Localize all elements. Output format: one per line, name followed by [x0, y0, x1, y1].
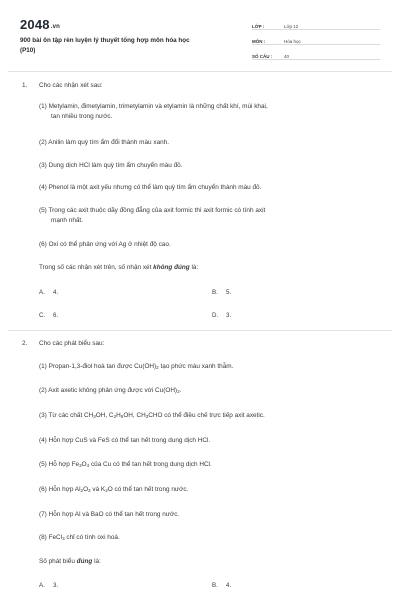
statement-text: O [83, 486, 89, 493]
statement-text: OH, C [95, 412, 114, 419]
subscript: 2 [80, 488, 84, 494]
question-number: 1. [22, 82, 28, 89]
ask-text: Trong số các nhận xét trên, số nhận xét [39, 264, 154, 271]
q1-option-a[interactable] [39, 289, 58, 296]
q2-option-b[interactable] [212, 582, 231, 589]
q2-statement-3 [39, 411, 379, 422]
q1-statement-2: (2) Anilin làm quỳ tím ẩm đổi thành màu xanh. [39, 139, 170, 146]
statement-text: và K [90, 486, 106, 493]
q2-statement-1 [39, 362, 379, 373]
header-divider [8, 71, 392, 72]
question-number: 2. [22, 340, 28, 347]
q1-option-c[interactable] [39, 312, 58, 319]
q1-statement-3: (3) Dung dịch HCl làm quỳ tím ẩm chuyển màu đỏ. [39, 162, 183, 169]
option-value: 4. [226, 582, 232, 589]
q1-statement-5 [39, 206, 379, 226]
statement-text: (3) Từ các chất CH [39, 412, 94, 419]
statement-text-end: . [179, 387, 182, 394]
statement-text: (6) Hỗn hợp Al [39, 486, 81, 493]
logo-suffix: .vn [50, 24, 61, 30]
statement-text: (5) Hỗ hợp Fe [39, 461, 80, 468]
q1-statement-1 [39, 102, 379, 122]
q2-statement-7: (7) Hỗn hợp Al và BaO có thể tan hết trong nước. [39, 511, 180, 518]
q1-statement-4: (4) Phenol là một axit yếu nhưng có thể làm quỳ tím ẩm chuyển thành màu đỏ. [39, 184, 262, 191]
page-header [0, 0, 400, 78]
count-label: SỐ CÂU : [252, 54, 273, 59]
q1-statement-6: (6) Oxi có thể phản ứng với Ag ở nhiệt độ cao. [39, 241, 171, 248]
statement-text: (2) Axit axetic không phản ứng được với Cu(OH) [39, 387, 178, 394]
q2-ask [39, 557, 379, 567]
statement-text-end: O có thể tan hết trong nước. [107, 486, 189, 493]
ask-emphasis: đúng [76, 558, 93, 565]
site-logo[interactable] [20, 17, 60, 32]
ask-text-end: là: [92, 558, 101, 565]
statement-text: (8) FeCl [39, 534, 63, 541]
statement-text: (1) Metylamin, đimetylamin, trimetylamin và etylamin là những chất khí, mùi khai, [39, 103, 268, 110]
question-divider [8, 330, 392, 331]
subscript: 3 [79, 463, 82, 469]
document-title [20, 36, 240, 55]
option-value: 4. [53, 289, 59, 296]
statement-text: (1) Propan-1,3-điol hoà tan được Cu(OH) [39, 363, 157, 370]
q1-option-d[interactable] [212, 312, 231, 319]
option-letter: A. [39, 582, 45, 589]
option-value: 6. [53, 312, 59, 319]
statement-text: OH, CH [123, 412, 146, 419]
subscript: 3 [88, 488, 91, 494]
class-row [252, 17, 380, 30]
ask-text-end: là: [189, 264, 199, 271]
title-line-2: (P10) [20, 46, 36, 54]
option-letter: D. [212, 312, 219, 319]
question-prompt: Cho các phát biểu sau: [39, 340, 105, 347]
q2-statement-5 [39, 460, 379, 471]
subject-value: Hóa học [284, 39, 301, 44]
statement-text-end: CHO có thể điều chế trực tiếp axit axetic. [148, 412, 265, 419]
statement-text: H [116, 412, 121, 419]
option-letter: B. [212, 289, 218, 296]
count-value: 40 [284, 54, 290, 59]
question-prompt: Cho các nhận xét sau: [39, 82, 103, 89]
subscript: 2 [177, 389, 180, 395]
statement-text: O [81, 461, 87, 468]
q1-option-b[interactable] [212, 289, 231, 296]
subscript: 2 [105, 488, 108, 494]
count-row [252, 47, 380, 60]
statement-text-cont: tan nhiều trong nước. [51, 112, 113, 120]
subscript: 3 [62, 536, 65, 542]
subscript: 4 [86, 463, 90, 469]
title-line-1: 900 bài ôn tập rèn luyện lý thuyết tổng hợp môn hóa học [20, 37, 190, 44]
q1-ask [39, 263, 379, 273]
meta-info [252, 17, 380, 62]
q2-statement-6 [39, 485, 379, 496]
q2-option-a[interactable] [39, 582, 58, 589]
q2-statement-8 [39, 533, 379, 544]
statement-text-end: chỉ có tính oxi hoá. [64, 534, 120, 541]
q2-statement-4: (4) Hỗn hợp CuS và FeS có thể tan hết trong dung dịch HCl. [39, 437, 211, 444]
subject-row [252, 32, 380, 45]
subscript: 2 [156, 365, 159, 371]
statement-text-end: của Cu có thể tan hết trong dung dịch HCl. [89, 461, 212, 468]
q2-statement-2 [39, 386, 379, 397]
subscript: 2 [113, 414, 117, 420]
subscript: 3 [93, 414, 96, 420]
option-value: 3. [53, 582, 59, 589]
logo-text: 2048 [20, 17, 50, 32]
option-value: 5. [226, 289, 232, 296]
subscript: 5 [120, 414, 124, 420]
option-value: 3. [226, 312, 232, 319]
class-label: LỚP : [252, 24, 265, 29]
ask-text: Số phát biểu [39, 558, 77, 565]
option-letter: A. [39, 289, 45, 296]
subscript: 3 [145, 414, 149, 420]
statement-text-end: tạo phức màu xanh thẫm. [158, 363, 234, 370]
subject-label: MÔN : [252, 39, 266, 44]
statement-text-cont: mạnh nhất. [51, 216, 83, 224]
statement-text: (5) Trong các axit thuộc dãy đồng đẳng của axit formic thì axit formic có tính axit [39, 207, 266, 214]
class-value: Lớp 12 [284, 24, 299, 29]
option-letter: C. [39, 312, 46, 319]
ask-emphasis: không đúng [153, 264, 190, 271]
option-letter: B. [212, 582, 218, 589]
